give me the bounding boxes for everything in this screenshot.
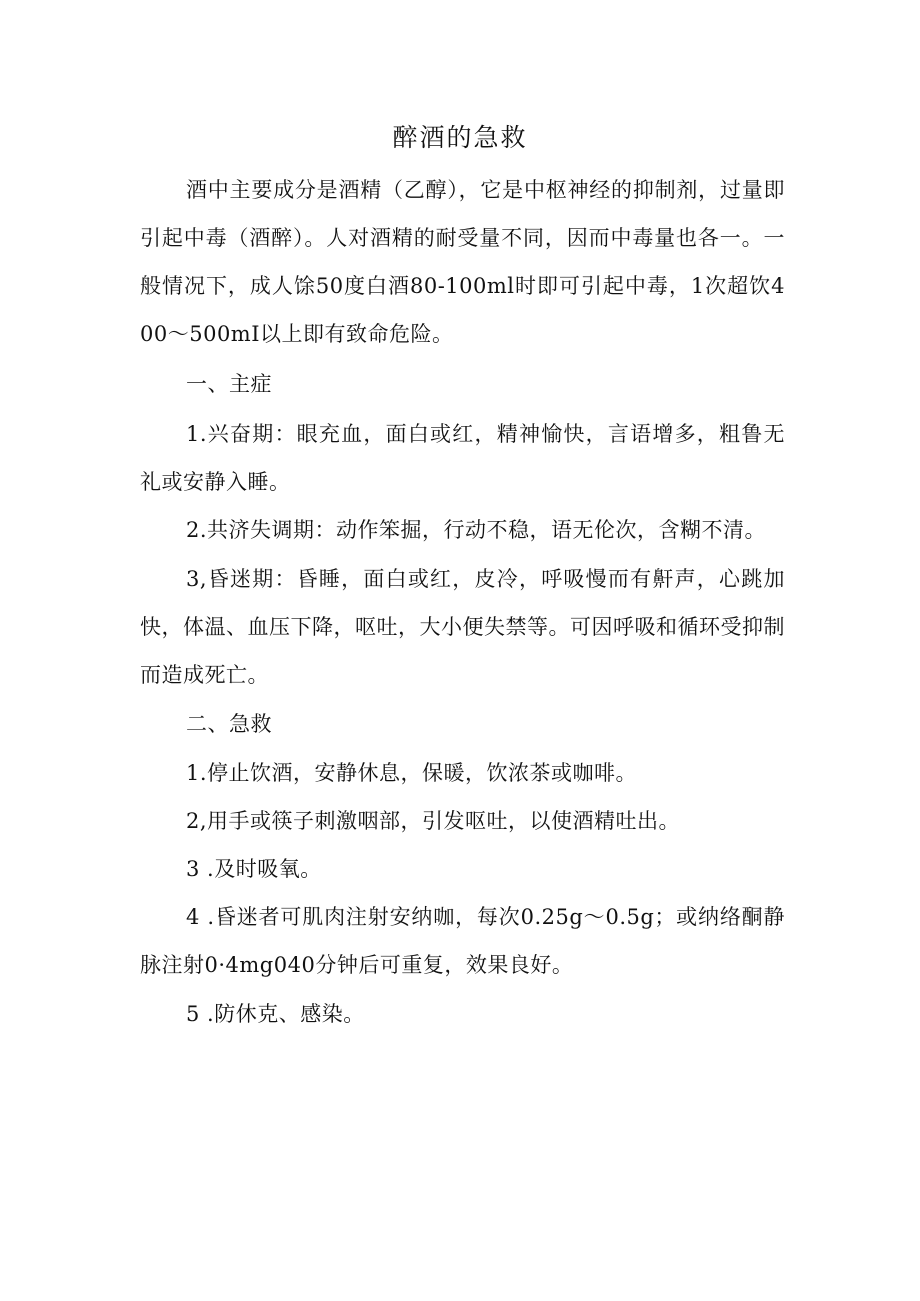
symptom-item-3: 3,昏迷期：昏睡，面白或红，皮冷，呼吸慢而有鼾声，心跳加快，体温、血压下降，呕吐，大小便失禁等。可因呼吸和循环受抑制而造成死亡。 <box>140 567 785 687</box>
intro-paragraph: 酒中主要成分是酒精（乙醇），它是中枢神经的抑制剂，过量即引起中毒（酒醉）。人对酒精的耐受量不同，因而中毒量也各一。一般情况下，成人馀50度白酒80-100ml时即可引起中毒，1次超饮400～500mI以上即有致命危险。 <box>140 178 785 346</box>
symptom-item-1: 1.兴奋期：眼充血，面白或红，精神愉快，言语增多，粗鲁无礼或安静入睡。 <box>140 422 785 494</box>
section-heading-first-aid: 二、急救 <box>186 712 272 736</box>
first-aid-item-5: 5 .防休克、感染。 <box>186 1002 365 1026</box>
first-aid-item-1: 1.停止饮酒，安静休息，保暖，饮浓茶或咖啡。 <box>186 761 638 785</box>
document-title: 醉酒的急救 <box>392 123 528 152</box>
first-aid-item-4: 4 .昏迷者可肌肉注射安纳咖，每次0.25g～0.5g；或纳络酮静脉注射0·4mg040分钟后可重复，效果良好。 <box>140 905 785 977</box>
first-aid-item-2: 2,用手或筷子刺激咽部，引发呕吐，以使酒精吐出。 <box>186 809 681 833</box>
first-aid-item-3: 3 .及时吸氧。 <box>186 857 322 881</box>
symptom-item-2: 2.共济失调期：动作笨掘，行动不稳，语无伦次，含糊不清。 <box>186 518 767 542</box>
section-heading-symptoms: 一、主症 <box>186 372 272 396</box>
